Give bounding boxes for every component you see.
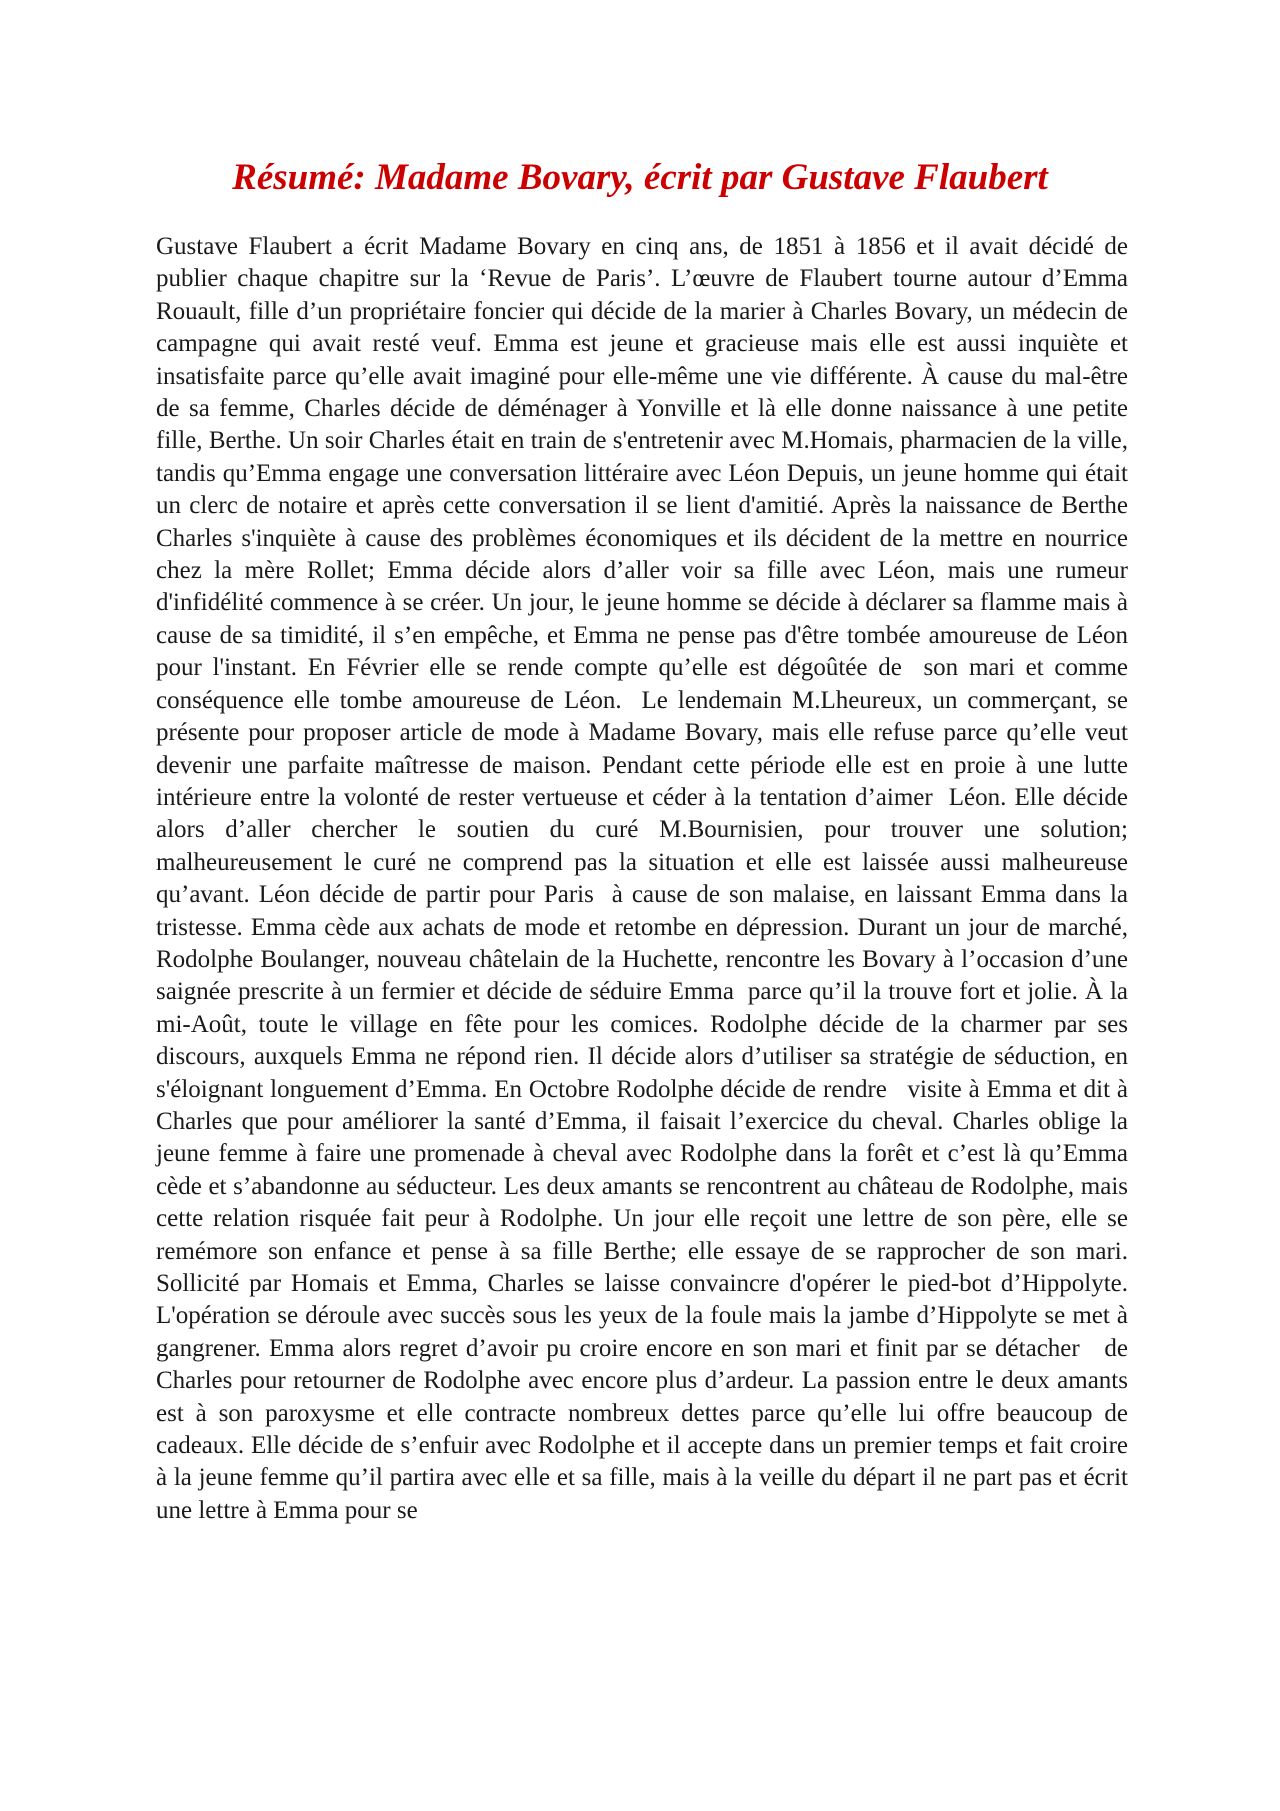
document-title: Résumé: Madame Bovary, écrit par Gustave Flaubert	[232, 157, 1048, 198]
summary-paragraph: Gustave Flaubert a écrit Madame Bovary en cinq ans, de 1851 à 1856 et il avait décidé de publier chaque chapitre sur la ‘Revue de Paris’. L’œuvre de Flaubert tourne autour d’Emma Rouault, fille d’un propriétaire foncier qui décide de la marier à Charles Bovary, un médecin de campagne qui avait resté veuf. Emma est jeune et gracieuse mais elle est aussi inquiète et insatisfaite parce qu’elle avait imaginé pour elle-même une vie différente. À cause du mal-être de sa femme, Charles décide de déménager à Yonville et là elle donne naissance à une petite fille, Berthe. Un soir Charles était en train de s'entretenir avec M.Homais, pharmacien de la ville, tandis qu’Emma engage une conversation littéraire avec Léon Depuis, un jeune homme qui était un clerc de notaire et après cette conversation il se lient d'amitié. Après la naissance de Berthe Charles s'inquiète à cause des problèmes économiques et ils décident de la mettre en nourrice chez la mère Rollet; Emma décide alors d’aller voir sa fille avec Léon, mais une rumeur d'infidélité commence à se créer. Un jour, le jeune homme se décide à déclarer sa flamme mais à cause de sa timidité, il s’en empêche, et Emma ne pense pas d'être tombée amoureuse de Léon pour l'instant. En Février elle se rende compte qu’elle est dégoûtée de son mari et comme conséquence elle tombe amoureuse de Léon. Le lendemain M.Lheureux, un commerçant, se présente pour proposer article de mode à Madame Bovary, mais elle refuse parce qu’elle veut devenir une parfaite maîtresse de maison. Pendant cette période elle est en proie à une lutte intérieure entre la volonté de rester vertueuse et céder à la tentation d’aimer Léon. Elle décide alors d’aller chercher le soutien du curé M.Bournisien, pour trouver une solution; malheureusement le curé ne comprend pas la situation et elle est laissée aussi malheureuse qu’avant. Léon décide de partir pour Paris à cause de son malaise, en laissant Emma dans la tristesse. Emma cède aux achats de mode et retombe en dépression. Durant un jour de marché, Rodolphe Boulanger, nouveau châtelain de la Huchette, rencontre les Bovary à l’occasion d’une saignée prescrite à un fermier et décide de séduire Emma parce qu’il la trouve fort et jolie. À la mi-Août, toute le village en fête pour les comices. Rodolphe décide de la charmer par ses discours, auxquels Emma ne répond rien. Il décide alors d’utiliser sa stratégie de séduction, en s'éloignant longuement d’Emma. En Octobre Rodolphe décide de rendre visite à Emma et dit à Charles que pour améliorer la santé d’Emma, il faisait l’exercice du cheval. Charles oblige la jeune femme à faire une promenade à cheval avec Rodolphe dans la forêt et c’est là qu’Emma cède et s’abandonne au séducteur. Les deux amants se rencontrent au château de Rodolphe, mais cette relation risquée fait peur à Rodolphe. Un jour elle reçoit une lettre de son père, elle se remémore son enfance et pense à sa fille Berthe; elle essaye de se rapprocher de son mari. Sollicité par Homais et Emma, Charles se laisse convaincre d'opérer le pied-bot d’Hippolyte. L'opération se déroule avec succès sous les yeux de la foule mais la jambe d’Hippolyte se met à gangrener. Emma alors regret d’avoir pu croire encore en son mari et finit par se détacher de Charles pour retourner de Rodolphe avec encore plus d’ardeur. La passion entre le deux amants est à son paroxysme et elle contracte nombreux dettes parce qu’elle lui offre beaucoup de cadeaux. Elle décide de s’enfuir avec Rodolphe et il accepte dans un premier temps et fait croire à la jeune femme qu’il partira avec elle et sa fille, mais à la veille du départ il ne part pas et écrit une lettre à Emma pour se	[156, 233, 1135, 1524]
